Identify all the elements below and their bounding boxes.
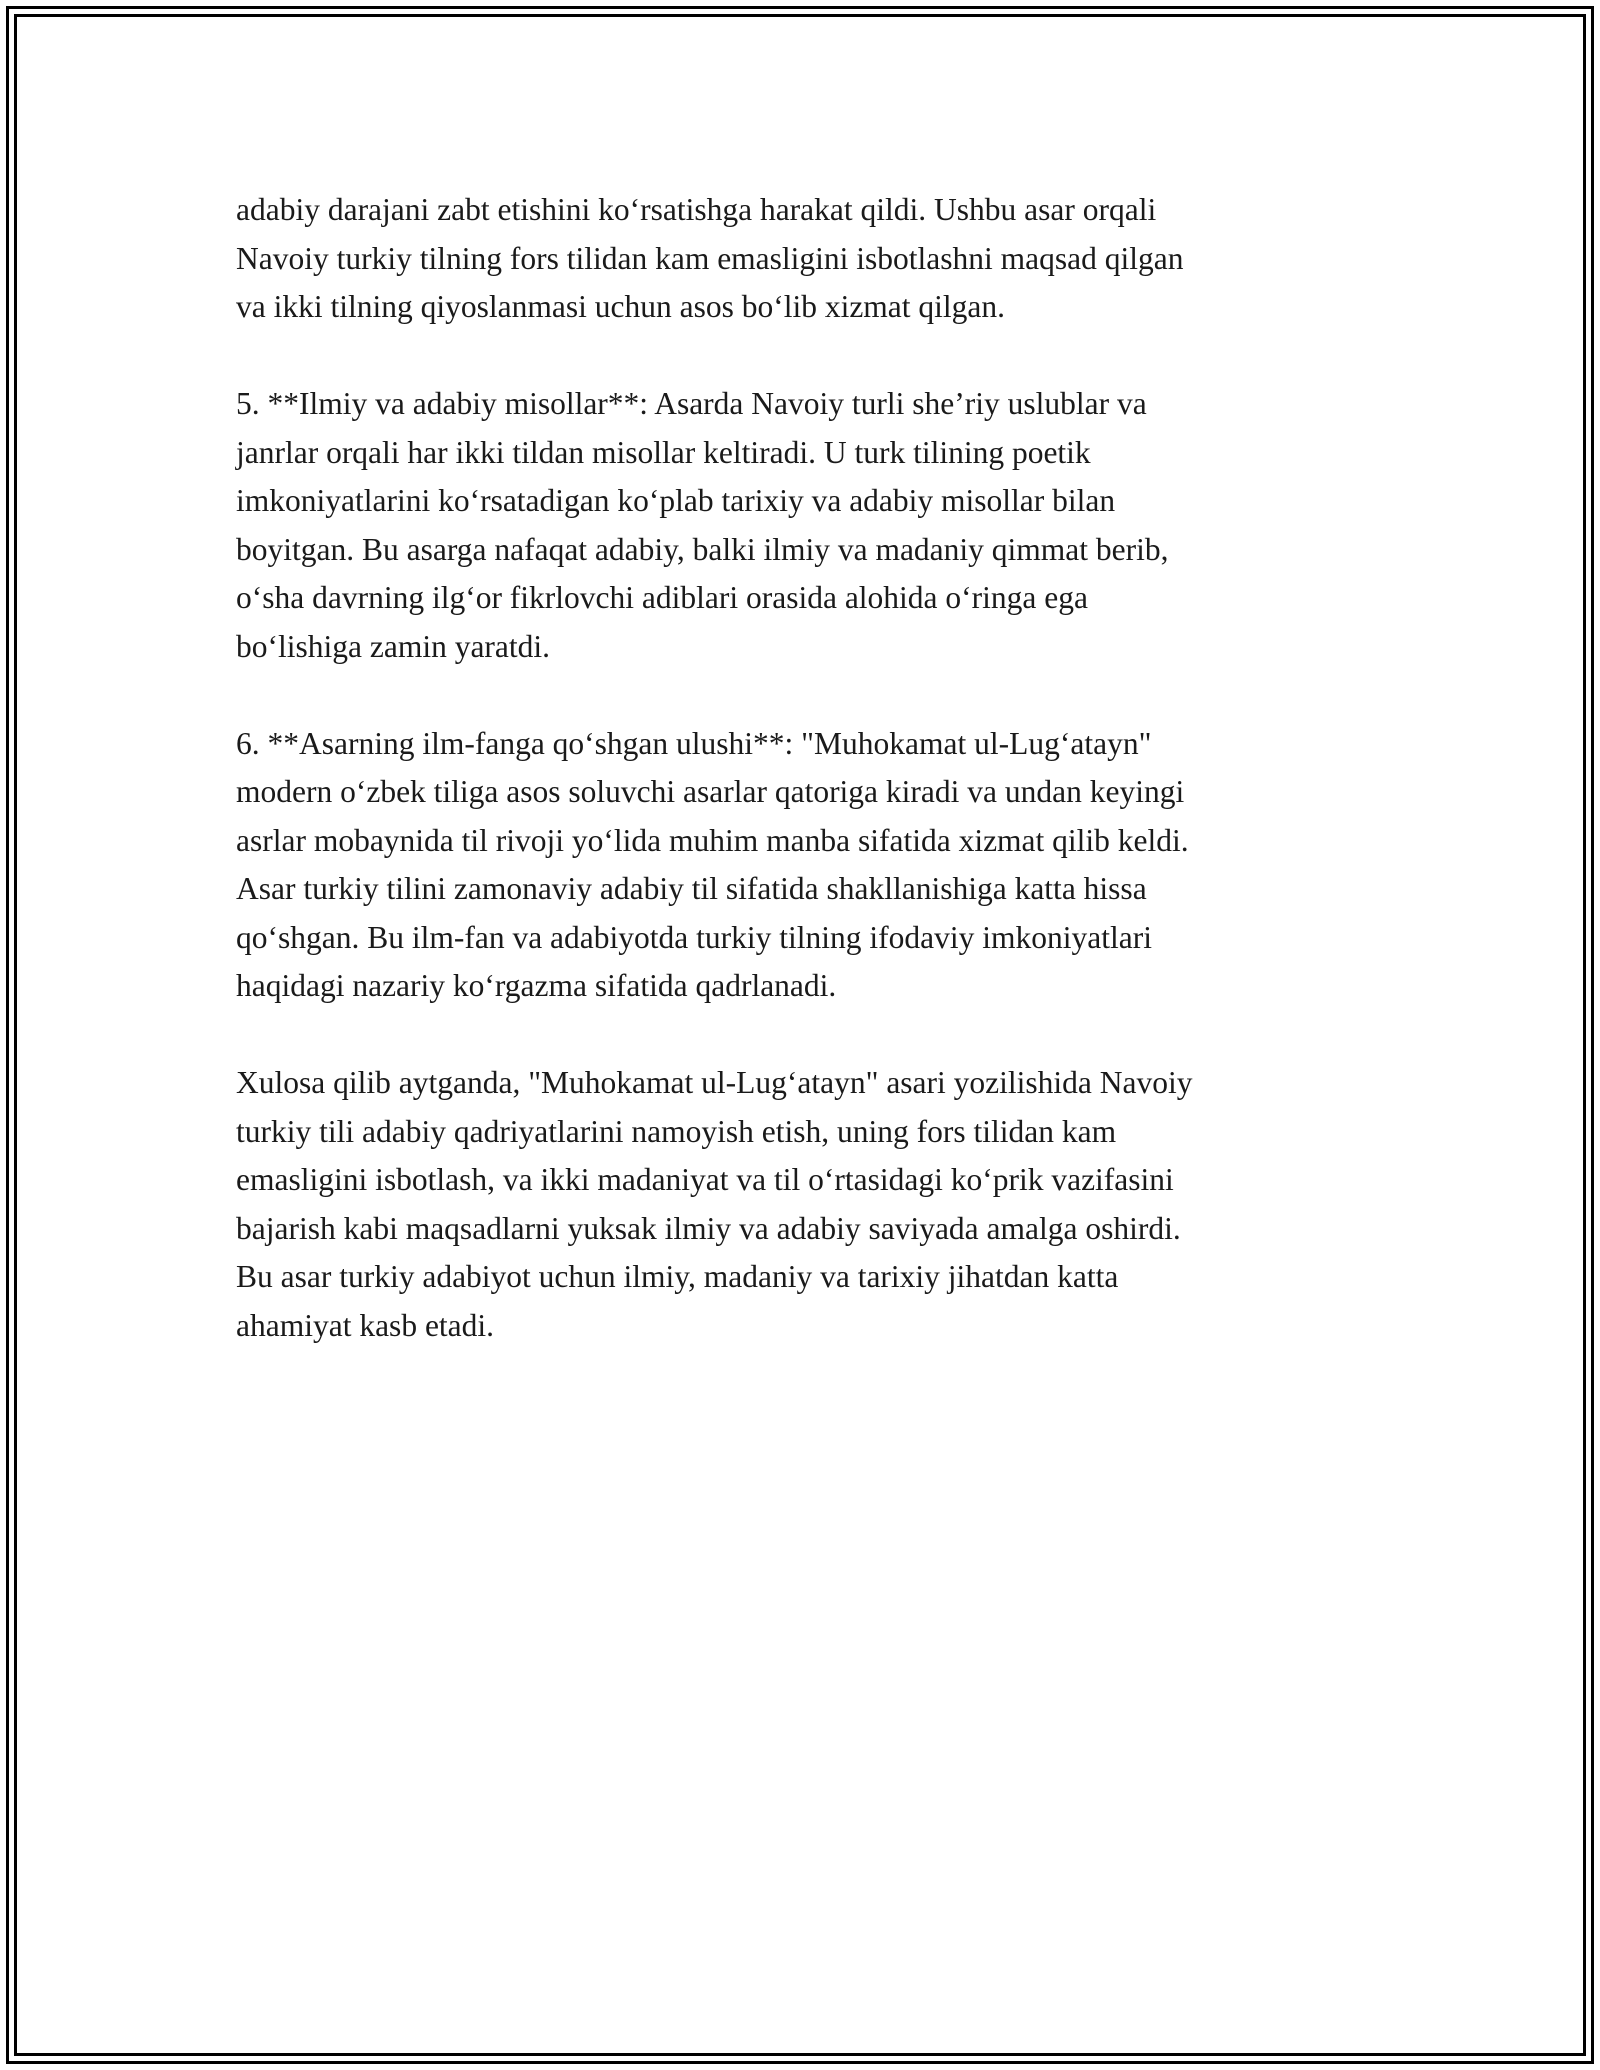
paragraph-continuation: adabiy darajani zabt etishini ko‘rsatishga harakat qildi. Ushbu asar orqali Navoiy turkiy tilning fors tilidan kam emasligini isbotlashni maqsad qilgan va ikki tilning qiyoslanmasi uchun asos bo‘lib xizmat qilgan. [236, 192, 1184, 324]
document-body [236, 186, 1366, 1399]
paragraph-conclusion: Xulosa qilib aytganda, "Muhokamat ul-Lug‘atayn" asari yozilishida Navoiy turkiy tili adabiy qadriyatlarini namoyish etish, uning fors tilidan kam emasligini isbotlash, va ikki madaniyat va til o‘rtasidagi ko‘prik vazifasini bajarish kabi maqsadlarni yuksak ilmiy va adabiy saviyada amalga oshirdi. Bu asar turkiy adabiyot uchun ilmiy, madaniy va tarixiy jihatdan katta ahamiyat kasb etadi. [236, 1065, 1193, 1343]
paragraph-point-6: 6. **Asarning ilm-fanga qo‘shgan ulushi**: "Muhokamat ul-Lug‘atayn" modern o‘zbek tiliga asos soluvchi asarlar qatoriga kiradi va undan keyingi asrlar mobaynida til rivoji yo‘lida muhim manba sifatida xizmat qilib keldi. Asar turkiy tilini zamonaviy adabiy til sifatida shakllanishiga katta hissa qo‘shgan. Bu ilm-fan va adabiyotda turkiy tilning ifodaviy imkoniyatlari haqidagi nazariy ko‘rgazma sifatida qadrlanadi. [236, 725, 1189, 1003]
paragraph-point-5: 5. **Ilmiy va adabiy misollar**: Asarda Navoiy turli she’riy uslublar va janrlar orqali har ikki tildan misollar keltiradi. U turk tilining poetik imkoniyatlarini ko‘rsatadigan ko‘plab tarixiy va adabiy misollar bilan boyitgan. Bu asarga nafaqat adabiy, balki ilmiy va madaniy qimmat berib, o‘sha davrning ilg‘or fikrlovchi adiblari orasida alohida o‘ringa ega bo‘lishiga zamin yaratdi. [236, 386, 1169, 664]
